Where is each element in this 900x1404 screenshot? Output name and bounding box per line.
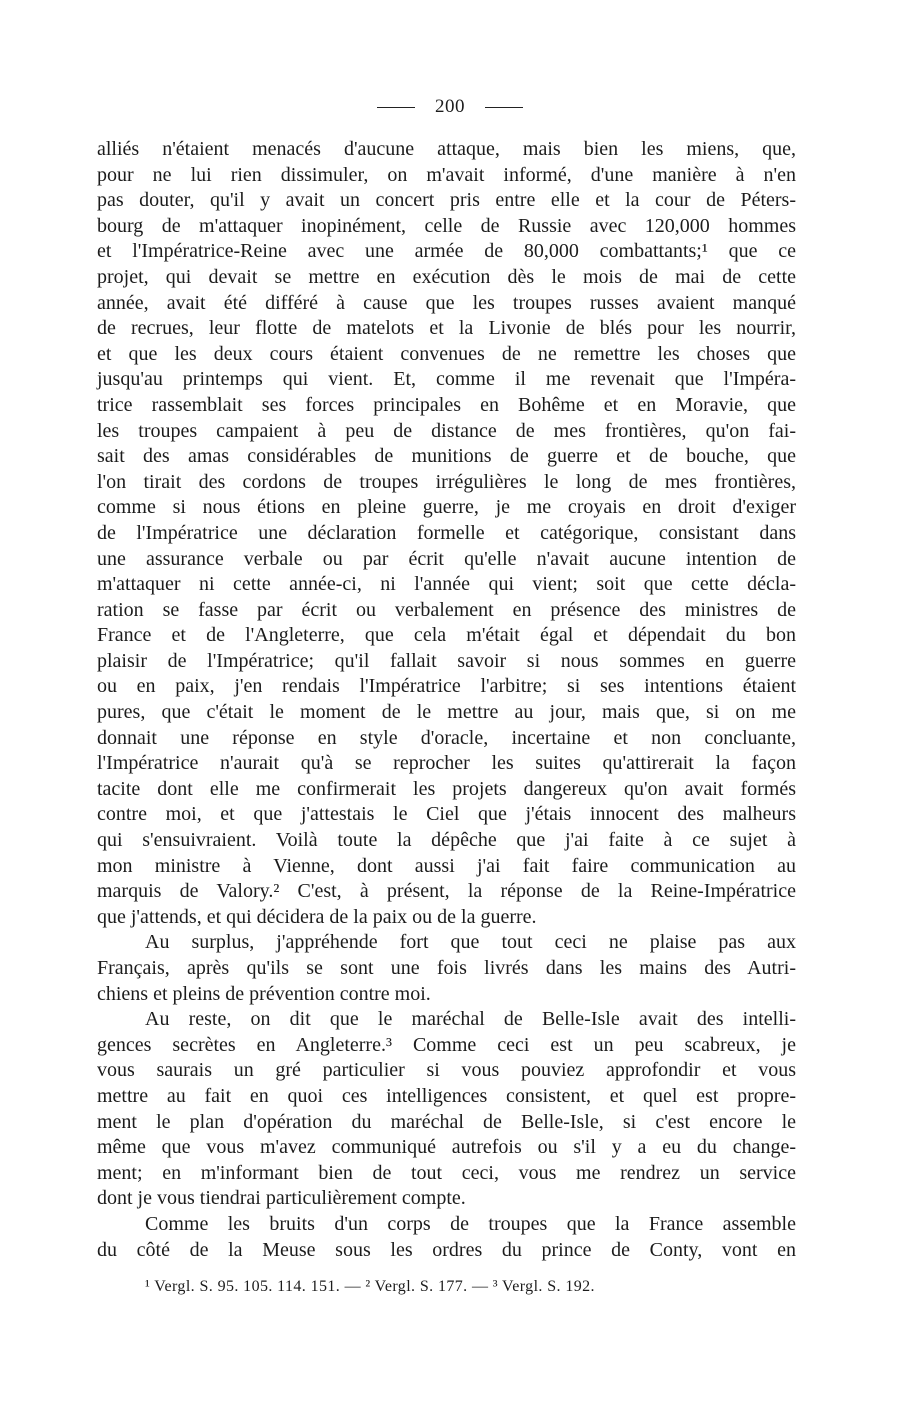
text-line: ration se fasse par écrit ou verbalement en présence des ministres de	[97, 598, 796, 621]
text-line: ment le plan d'opération du maréchal de Belle-Isle, si c'est encore le	[97, 1110, 796, 1133]
page-number: 200	[435, 96, 465, 117]
text-line: marquis de Valory.² C'est, à présent, la réponse de la Reine-Impératrice	[97, 880, 796, 903]
text-line: les troupes campaient à peu de distance de mes frontières, qu'on fai-	[97, 419, 796, 442]
text-line: dont je vous tiendrai particulièrement compte.	[97, 1187, 466, 1210]
text-line: alliés n'étaient menacés d'aucune attaque, mais bien les miens, que,	[97, 138, 796, 160]
text-line: contre moi, et que j'attestais le Ciel que j'étais innocent des malheurs	[97, 803, 796, 826]
text-line: sait des amas considérables de munitions de guerre et de bouche, que	[97, 445, 796, 468]
text-line: ment; en m'informant bien de tout ceci, vous me rendrez un service	[97, 1161, 796, 1184]
text-line: projet, qui devait se mettre en exécution dès le mois de mai de cette	[97, 265, 796, 288]
text-line: tacite dont elle me confirmerait les projets dangereux qu'on avait formés	[97, 777, 796, 800]
text-line: ou en paix, j'en rendais l'Impératrice l'arbitre; si ses intentions étaient	[97, 675, 796, 698]
text-line: de l'Impératrice une déclaration formelle et catégorique, consistant dans	[97, 521, 796, 544]
text-line: comme si nous étions en pleine guerre, je me croyais en droit d'exiger	[97, 496, 796, 519]
text-line: pas douter, qu'il y avait un concert pris entre elle et la cour de Péters-	[97, 189, 796, 212]
text-line: et l'Impératrice-Reine avec une armée de 80,000 combattants;¹ que ce	[97, 240, 796, 263]
text-line: m'attaquer ni cette année-ci, ni l'année qui vient; soit que cette décla-	[97, 573, 796, 596]
text-line: trice rassemblait ses forces principales en Bohême et en Moravie, que	[97, 393, 796, 416]
text-line: Au surplus, j'appréhende fort que tout ceci ne plaise pas aux	[145, 931, 796, 954]
text-line: France et de l'Angleterre, que cela m'était égal et dépendait du bon	[97, 624, 796, 647]
text-line: Comme les bruits d'un corps de troupes que la France assemble	[145, 1212, 796, 1235]
text-line: vous saurais un gré particulier si vous pouviez approfondir et vous	[97, 1059, 796, 1082]
text-line: Français, après qu'ils se sont une fois livrés dans les mains des Autri-	[97, 957, 796, 979]
body-text	[97, 137, 796, 1263]
text-line: l'Impératrice n'aurait qu'à se reprocher les suites qu'attirerait la façon	[97, 752, 796, 775]
text-line: mettre au fait en quoi ces intelligences consistent, et quel est propre-	[97, 1084, 796, 1107]
text-line: même que vous m'avez communiqué autrefois ou s'il y a eu du change-	[97, 1136, 796, 1159]
text-line: plaisir de l'Impératrice; qu'il fallait savoir si nous sommes en guerre	[97, 649, 796, 672]
text-line: donnait une réponse en style d'oracle, incertaine et non concluante,	[97, 726, 796, 749]
text-line: mon ministre à Vienne, dont aussi j'ai fait faire communication au	[97, 854, 796, 877]
text-line: année, avait été différé à cause que les troupes russes avaient manqué	[97, 291, 796, 314]
header-rule-right	[485, 107, 523, 108]
text-line: l'on tirait des cordons de troupes irrégulières le long de mes frontières,	[97, 470, 796, 493]
text-line: du côté de la Meuse sous les ordres du prince de Conty, vont en	[97, 1238, 796, 1261]
text-line: une assurance verbale ou par écrit qu'elle n'avait aucune intention de	[97, 547, 796, 570]
text-line: jusqu'au printemps qui vient. Et, comme il me revenait que l'Impéra-	[97, 368, 796, 391]
text-line: bourg de m'attaquer inopinément, celle de Russie avec 120,000 hommes	[97, 214, 796, 237]
text-line: Au reste, on dit que le maréchal de Belle-Isle avait des intelli-	[145, 1008, 796, 1031]
header-rule-left	[377, 107, 415, 108]
text-line: que j'attends, et qui décidera de la paix ou de la guerre.	[97, 905, 537, 928]
text-line: pour ne lui rien dissimuler, on m'avait informé, d'une manière à n'en	[97, 163, 796, 186]
page-header	[0, 92, 900, 122]
text-line: pures, que c'était le moment de le mettre au jour, mais que, si on me	[97, 701, 796, 724]
text-line: gences secrètes en Angleterre.³ Comme ceci est un peu scabreux, je	[97, 1033, 796, 1056]
text-line: de recrues, leur flotte de matelots et la Livonie de blés pour les nourrir,	[97, 317, 796, 340]
text-line: chiens et pleins de prévention contre moi.	[97, 982, 431, 1005]
text-line: qui s'ensuivraient. Voilà toute la dépêche que j'ai faite à ce sujet à	[97, 829, 796, 852]
text-line: et que les deux cours étaient convenues de ne remettre les choses que	[97, 342, 796, 365]
footnotes: ¹ Vergl. S. 95. 105. 114. 151. — ² Vergl. S. 177. — ³ Vergl. S. 192.	[145, 1278, 595, 1295]
